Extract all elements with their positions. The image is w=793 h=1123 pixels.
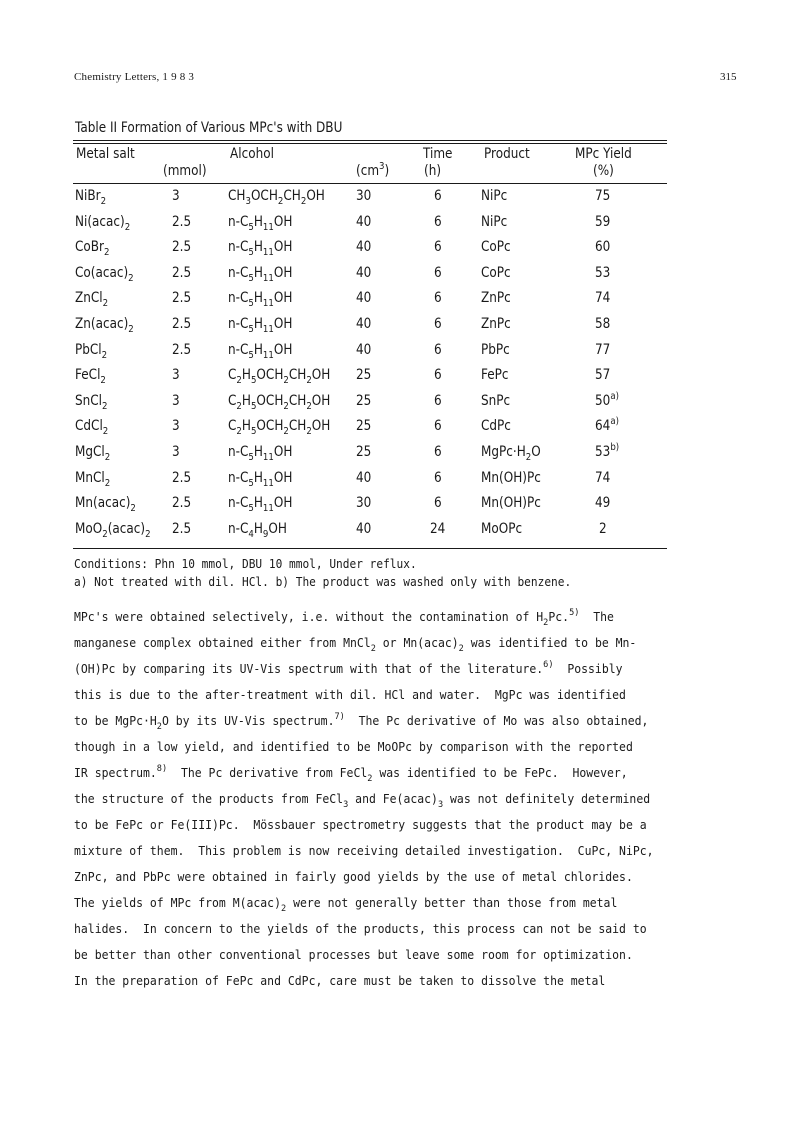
cell-time: 6 bbox=[434, 214, 442, 230]
cell-volume: 30 bbox=[356, 188, 372, 204]
header-metal-salt: Metal salt bbox=[76, 146, 135, 162]
cell-time: 6 bbox=[434, 444, 442, 460]
cell-mmol: 2.5 bbox=[172, 521, 192, 537]
cell-time: 6 bbox=[434, 239, 442, 255]
cell-yield: 50$^{a)}$ bbox=[595, 391, 619, 409]
body-line: be better than other conventional processes but leave some room for optimization. bbox=[74, 948, 633, 962]
cell-alcohol: $n-C_5H_{11}OH$ bbox=[228, 265, 293, 284]
cell-yield: 49 bbox=[595, 495, 611, 511]
cell-product: FePc bbox=[481, 367, 509, 383]
cell-time: 6 bbox=[434, 265, 442, 281]
cell-mmol: 3 bbox=[172, 188, 180, 204]
cell-volume: 25 bbox=[356, 367, 372, 383]
cell-volume: 40 bbox=[356, 265, 372, 281]
cell-yield: 53 bbox=[595, 265, 611, 281]
cell-yield: 64$^{a)}$ bbox=[595, 416, 619, 434]
cell-volume: 30 bbox=[356, 495, 372, 511]
cell-alcohol: $n-C_5H_{11}OH$ bbox=[228, 290, 293, 309]
cell-yield: 77 bbox=[595, 342, 611, 358]
cell-product: NiPc bbox=[481, 214, 508, 230]
cell-yield: 74 bbox=[595, 290, 611, 306]
cell-metal-salt: CoBr$_2$ bbox=[75, 239, 110, 258]
body-line: mixture of them. This problem is now receiving detailed investigation. CuPc, NiPc, bbox=[74, 844, 654, 858]
cell-alcohol: $n-C_4H_9OH$ bbox=[228, 521, 287, 540]
cell-alcohol: $C_2H_5OCH_2CH_2OH$ bbox=[228, 367, 331, 386]
header-product: Product bbox=[484, 146, 530, 162]
header-yield: MPc Yield bbox=[575, 146, 632, 162]
cell-mmol: 2.5 bbox=[172, 265, 192, 281]
cell-mmol: 2.5 bbox=[172, 495, 192, 511]
cell-time: 6 bbox=[434, 418, 442, 434]
cell-time: 6 bbox=[434, 316, 442, 332]
cell-metal-salt: PbCl$_2$ bbox=[75, 342, 108, 361]
header-yield-unit: (%) bbox=[593, 163, 614, 179]
cell-mmol: 2.5 bbox=[172, 214, 192, 230]
cell-yield: 59 bbox=[595, 214, 611, 230]
cell-yield: 2 bbox=[599, 521, 607, 537]
cell-alcohol: $n-C_5H_{11}OH$ bbox=[228, 444, 293, 463]
cell-alcohol: $C_2H_5OCH_2CH_2OH$ bbox=[228, 418, 331, 437]
cell-time: 6 bbox=[434, 342, 442, 358]
cell-yield: 74 bbox=[595, 470, 611, 486]
cell-time: 6 bbox=[434, 495, 442, 511]
table-header-rule bbox=[73, 183, 667, 184]
cell-metal-salt: NiBr$_2$ bbox=[75, 188, 107, 207]
cell-mmol: 3 bbox=[172, 393, 180, 409]
table-bottom-rule bbox=[73, 548, 667, 549]
cell-metal-salt: $MoO_2(acac)_2$ bbox=[75, 521, 151, 540]
cell-volume: 40 bbox=[356, 239, 372, 255]
cell-volume: 25 bbox=[356, 418, 372, 434]
cell-alcohol: $n-C_5H_{11}OH$ bbox=[228, 495, 293, 514]
body-line: MPc's were obtained selectively, i.e. without the contamination of $H_2Pc.^{5)}$ The bbox=[74, 608, 614, 628]
cell-product: CdPc bbox=[481, 418, 511, 434]
header-volume-unit: $(cm^3)$ bbox=[356, 161, 390, 179]
cell-metal-salt: SnCl$_2$ bbox=[75, 393, 108, 412]
cell-volume: 40 bbox=[356, 342, 372, 358]
cell-product: Mn(OH)Pc bbox=[481, 470, 541, 486]
cell-volume: 25 bbox=[356, 393, 372, 409]
header-alcohol: Alcohol bbox=[230, 146, 274, 162]
cell-time: 6 bbox=[434, 188, 442, 204]
page-number: 315 bbox=[720, 71, 737, 83]
cell-mmol: 3 bbox=[172, 444, 180, 460]
table-top-rule-inner bbox=[73, 143, 667, 144]
cell-alcohol: $n-C_5H_{11}OH$ bbox=[228, 470, 293, 489]
cell-metal-salt: MgCl$_2$ bbox=[75, 444, 111, 463]
cell-alcohol: $CH_3OCH_2CH_2OH$ bbox=[228, 188, 325, 207]
body-line: IR spectrum.$^{8)}$ The Pc derivative from FeCl$_2$ was identified to be FePc. However, bbox=[74, 764, 628, 784]
table-footnote: a) Not treated with dil. HCl. b) The product was washed only with benzene. bbox=[74, 575, 572, 589]
cell-metal-salt: $Zn(acac)_2$ bbox=[75, 316, 134, 335]
cell-time: 6 bbox=[434, 470, 442, 486]
cell-metal-salt: $Co(acac)_2$ bbox=[75, 265, 134, 284]
cell-mmol: 3 bbox=[172, 418, 180, 434]
table-conditions: Conditions: Phn 10 mmol, DBU 10 mmol, Under reflux. bbox=[74, 557, 417, 571]
table-caption: Table II Formation of Various MPc's with DBU bbox=[75, 120, 343, 136]
cell-yield: 53$^{b)}$ bbox=[595, 442, 620, 460]
cell-product: CoPc bbox=[481, 239, 511, 255]
cell-mmol: 2.5 bbox=[172, 290, 192, 306]
cell-yield: 58 bbox=[595, 316, 611, 332]
cell-metal-salt: ZnCl$_2$ bbox=[75, 290, 109, 309]
cell-alcohol: $n-C_5H_{11}OH$ bbox=[228, 342, 293, 361]
cell-volume: 40 bbox=[356, 470, 372, 486]
body-line: though in a low yield, and identified to be MoOPc by comparison with the reported bbox=[74, 740, 633, 754]
cell-volume: 40 bbox=[356, 521, 372, 537]
cell-volume: 40 bbox=[356, 290, 372, 306]
cell-yield: 75 bbox=[595, 188, 611, 204]
header-mmol: (mmol) bbox=[163, 163, 207, 179]
cell-mmol: 2.5 bbox=[172, 239, 192, 255]
cell-time: 6 bbox=[434, 290, 442, 306]
cell-metal-salt: $Mn(acac)_2$ bbox=[75, 495, 136, 514]
body-line: halides. In concern to the yields of the products, this process can not be said to bbox=[74, 922, 647, 936]
table-top-rule bbox=[73, 140, 667, 141]
body-line: (OH)Pc by comparing its UV-Vis spectrum with that of the literature.$^{6)}$ Possibly bbox=[74, 660, 623, 676]
cell-product: ZnPc bbox=[481, 316, 511, 332]
cell-alcohol: $n-C_5H_{11}OH$ bbox=[228, 239, 293, 258]
header-time-unit: (h) bbox=[424, 163, 442, 179]
cell-product: CoPc bbox=[481, 265, 511, 281]
body-line: ZnPc, and PbPc were obtained in fairly good yields by the use of metal chlorides. bbox=[74, 870, 633, 884]
cell-time: 6 bbox=[434, 393, 442, 409]
cell-product: PbPc bbox=[481, 342, 510, 358]
cell-product: ZnPc bbox=[481, 290, 511, 306]
cell-alcohol: $C_2H_5OCH_2CH_2OH$ bbox=[228, 393, 331, 412]
cell-yield: 57 bbox=[595, 367, 611, 383]
body-line: to be FePc or Fe(III)Pc. Mössbauer spectrometry suggests that the product may be a bbox=[74, 818, 647, 832]
body-line: the structure of the products from FeCl$_3$ and $Fe(acac)_3$ was not definitely determined bbox=[74, 792, 651, 810]
cell-alcohol: $n-C_5H_{11}OH$ bbox=[228, 316, 293, 335]
cell-product: SnPc bbox=[481, 393, 511, 409]
cell-mmol: 2.5 bbox=[172, 342, 192, 358]
cell-volume: 40 bbox=[356, 214, 372, 230]
body-line: The yields of MPc from $M(acac)_2$ were not generally better than those from metal bbox=[74, 896, 618, 914]
body-line: In the preparation of FePc and CdPc, care must be taken to dissolve the metal bbox=[74, 974, 606, 988]
cell-volume: 25 bbox=[356, 444, 372, 460]
header-time: Time bbox=[423, 146, 453, 162]
cell-metal-salt: $Ni(acac)_2$ bbox=[75, 214, 131, 233]
cell-product: $MgPc\cdot H_2O$ bbox=[481, 444, 541, 463]
cell-mmol: 2.5 bbox=[172, 470, 192, 486]
cell-metal-salt: FeCl$_2$ bbox=[75, 367, 106, 386]
cell-product: Mn(OH)Pc bbox=[481, 495, 541, 511]
cell-volume: 40 bbox=[356, 316, 372, 332]
cell-time: 6 bbox=[434, 367, 442, 383]
cell-product: NiPc bbox=[481, 188, 508, 204]
cell-mmol: 3 bbox=[172, 367, 180, 383]
running-header-journal: Chemistry Letters, 1 9 8 3 bbox=[74, 71, 195, 83]
body-line: this is due to the after-treatment with dil. HCl and water. MgPc was identified bbox=[74, 688, 626, 702]
cell-yield: 60 bbox=[595, 239, 611, 255]
body-line: manganese complex obtained either from MnCl$_2$ or $Mn(acac)_2$ was identified to be Mn- bbox=[74, 636, 637, 654]
cell-product: MoOPc bbox=[481, 521, 523, 537]
cell-time: 24 bbox=[430, 521, 446, 537]
cell-metal-salt: MnCl$_2$ bbox=[75, 470, 111, 489]
cell-metal-salt: CdCl$_2$ bbox=[75, 418, 109, 437]
body-line: to be $MgPc\cdot H_2O$ by its UV-Vis spectrum.$^{7)}$ The Pc derivative of Mo was also obtained, bbox=[74, 712, 649, 732]
cell-alcohol: $n-C_5H_{11}OH$ bbox=[228, 214, 293, 233]
cell-mmol: 2.5 bbox=[172, 316, 192, 332]
